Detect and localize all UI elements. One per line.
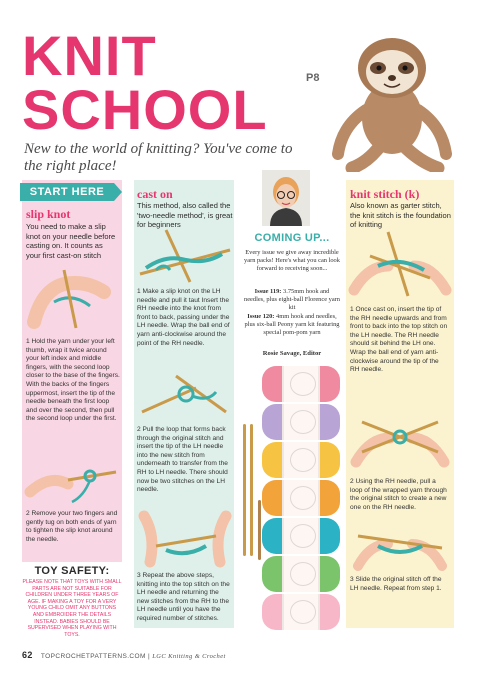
toy-safety-text: PLEASE NOTE THAT TOYS WITH SMALL PARTS ARE NOT SUITABLE FOR CHILDREN UNDER THREE YEARS OF AGE. IF MAKING A TOY FOR A VERY YOUNG CHILD OMIT ANY BUTTONS AND EMBROIDER THE DETAILS INSTEAD. BABIES SHOULD BE SUPERVISED WHEN PLAYING WITH TOYS.	[22, 579, 122, 638]
footer-site: TOPCROCHETPATTERNS.COM	[40, 653, 146, 660]
yarn-ball	[262, 594, 340, 630]
yarn-ball	[262, 442, 340, 478]
page-code: P8	[306, 72, 320, 84]
yarn-label-band	[282, 518, 320, 554]
yarn-label-band	[282, 556, 320, 592]
yarn-ball	[262, 404, 340, 440]
knit-stitch-insert-illustration	[348, 226, 452, 302]
knit-stitch-pull-illustration	[348, 402, 452, 474]
yarn-ball	[262, 518, 340, 554]
coming-up-text: Every issue we give away incredible yarn packs! Here's what you can look forward to receiving soon...	[244, 249, 340, 272]
cast-on-loop-illustration	[136, 372, 234, 422]
issue-119	[244, 288, 340, 312]
knit-stitch-step2: 2 Using the RH needle, pull a loop of the wrapped yarn through the original stitch to create a new one on the RH needle.	[350, 478, 447, 511]
issue-120	[244, 313, 340, 337]
page-title-line2: SCHOOL	[22, 78, 268, 141]
page-title-line1: KNIT	[22, 24, 157, 87]
slip-knot-intro: You need to make a slip knot on your needle before casting on. It counts as your first cast-on stitch	[26, 222, 116, 260]
page-number: 62	[22, 650, 33, 660]
footer-publication: LGC Knitting & Crochet	[152, 653, 226, 660]
slip-knot-hand-illustration	[24, 262, 120, 334]
start-here-banner: START HERE	[20, 183, 114, 201]
yarn-ball	[262, 480, 340, 516]
cast-on-intro: This method, also called the 'two-needle method', is great for beginners	[137, 201, 233, 229]
yarn-label-band	[282, 594, 320, 630]
issue-119-text: 3.75mm hook and needles, plus eight-ball Florence yarn kit	[244, 288, 341, 311]
issue-120-text: 4mm hook and needles, plus six-ball Peony yarn kit featuring special pom-pom yarn	[244, 313, 340, 336]
slip-knot-tighten-illustration	[24, 460, 120, 508]
slip-knot-title: slip knot	[26, 207, 71, 221]
editor-portrait	[262, 170, 310, 226]
toy-safety-box	[22, 565, 122, 638]
page-subtitle: New to the world of knitting? You've come to the right place!	[24, 141, 293, 174]
issue-119-label: Issue 119:	[254, 288, 282, 295]
cast-on-step1: 1 Make a slip knot on the LH needle and pull it taut Insert the RH needle into the knot from front to back, passing under the LH needle. Wrap the ball end of yarn anti-clockwise around the point of the RH needle.	[137, 288, 230, 347]
cast-on-repeat-illustration	[136, 506, 234, 568]
yarn-ball	[262, 366, 340, 402]
sloth-toy-image	[322, 22, 462, 172]
editor-credit: Rosie Savage, Editor	[262, 350, 322, 357]
slip-knot-step2: 2 Remove your two fingers and gently tug on both ends of yarn to tighten the slip knot around the needle.	[26, 510, 118, 543]
cast-on-step3: 3 Repeat the above steps, knitting into the top stitch on the LH needle and returning the new stitches from the RH to the LH needle until you have the required number of stitches.	[137, 572, 230, 622]
footer-separator: |	[147, 653, 151, 660]
knit-stitch-title: knit stitch (k)	[350, 187, 420, 201]
issue-120-label: Issue 120:	[247, 313, 275, 320]
coming-up-title: COMING UP...	[254, 232, 330, 244]
cast-on-title: cast on	[137, 187, 173, 201]
knit-stitch-step3: 3 Slide the original stitch off the LH needle. Repeat from step 1.	[350, 576, 442, 592]
yarn-label-band	[282, 366, 320, 402]
cast-on-step2: 2 Pull the loop that forms back through the original stitch and insert the tip of the LH needle into the new stitch from underneath to transfer from the RH to LH needle. There should now be two stitches on the LH needle.	[137, 426, 228, 494]
slip-knot-step1: 1 Hold the yarn under your left thumb, wrap it twice around your left index and middle fingers, with the second loop closer to the base of the fingers. With the backs of the fingers uppermost, insert the tip of the needle beneath the first loop and over the second, then pull the second loop under the first.	[26, 338, 120, 423]
crochet-hook	[258, 500, 261, 560]
knit-stitch-slide-illustration	[348, 522, 452, 572]
knitting-needle-left	[243, 424, 246, 556]
knitting-needle-right	[250, 424, 253, 556]
knit-stitch-intro: Also known as garter stitch, the knit stitch is the foundation of knitting	[350, 201, 451, 229]
toy-safety-title: TOY SAFETY:	[34, 565, 110, 577]
yarn-label-band	[282, 404, 320, 440]
knit-stitch-step1: 1 Once cast on, insert the tip of the RH needle upwards and from front to back into the top stitch on the LH needle. The RH needle should sit behind the LH one. Wrap the ball end of yarn anti-clockwise around the tip of the RH needle.	[350, 306, 448, 374]
yarn-ball	[262, 556, 340, 592]
yarn-label-band	[282, 480, 320, 516]
page-footer	[22, 650, 226, 660]
yarn-label-band	[282, 442, 320, 478]
cast-on-needles-illustration	[136, 224, 234, 284]
